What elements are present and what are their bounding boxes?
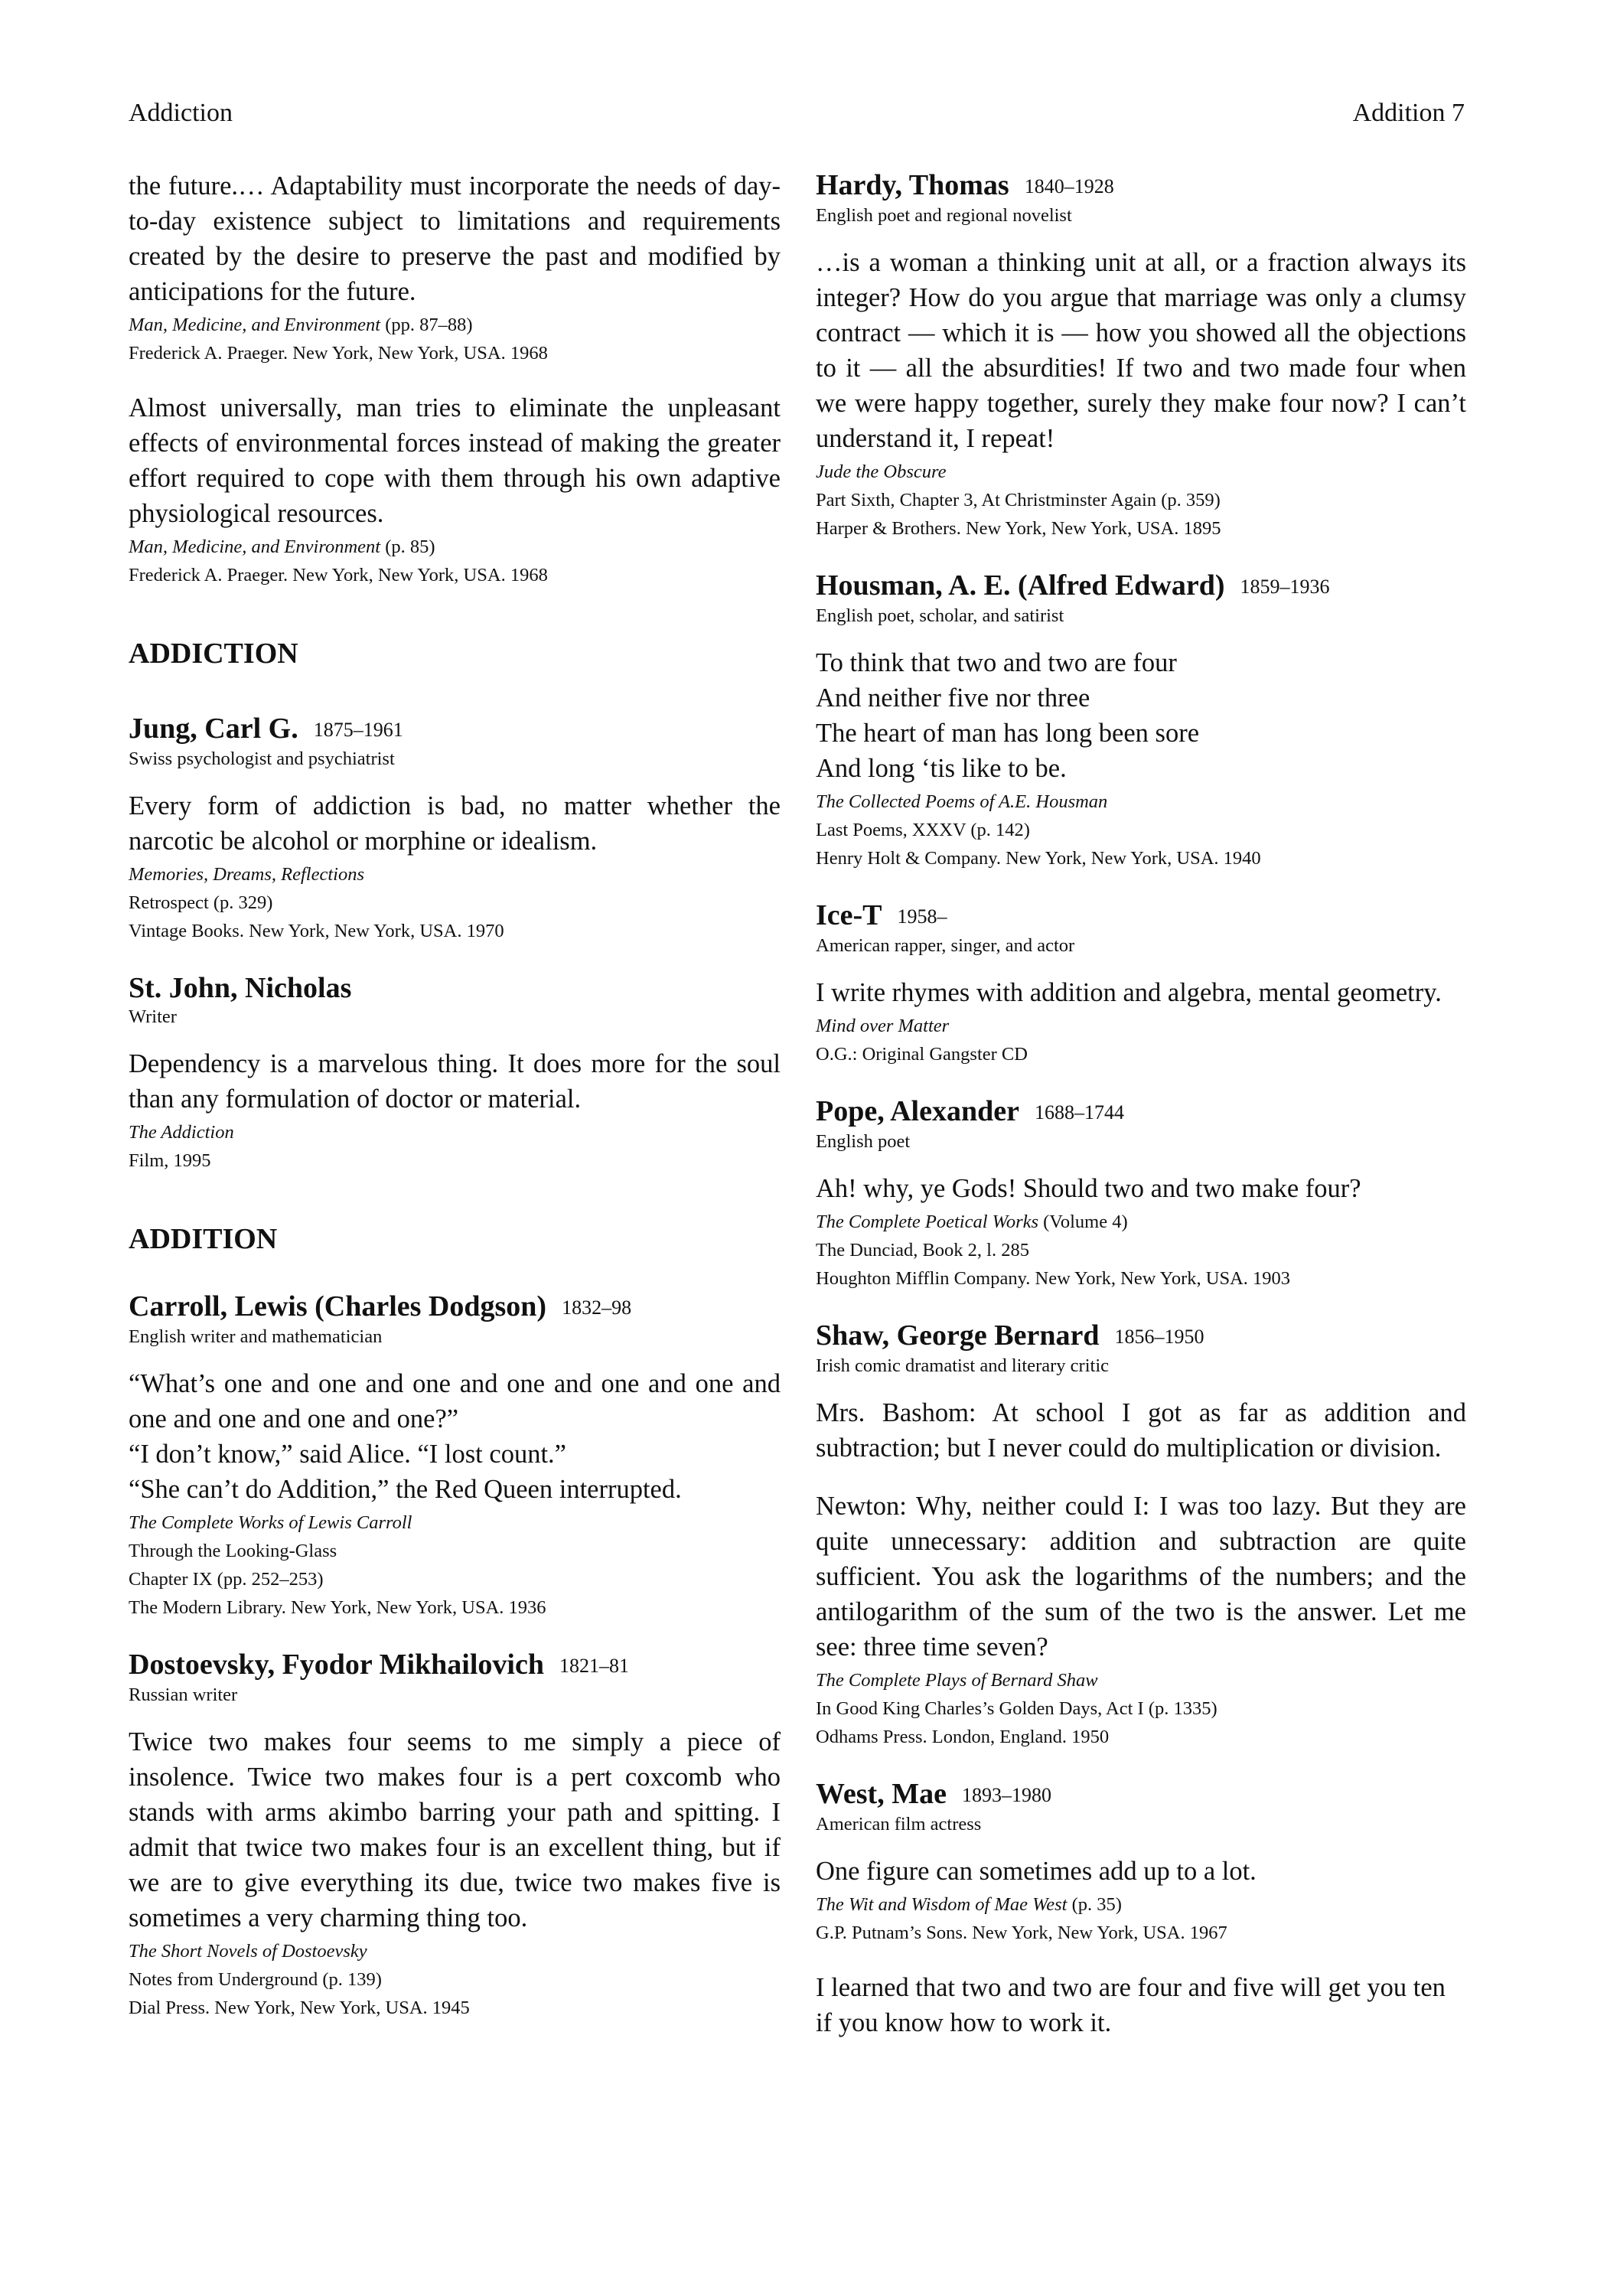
quote-jung-publisher: Vintage Books. New York, New York, USA. 1970 (129, 921, 504, 941)
quote-carroll-work: The Complete Works of Lewis Carroll (129, 1512, 412, 1533)
author-west-dates: 1893–1980 (961, 1784, 1051, 1806)
author-west (816, 1777, 1466, 1812)
intro-quote-2-pages: (p. 85) (380, 536, 435, 557)
quote-icet-detail: O.G.: Original Gangster CD (816, 1044, 1028, 1065)
author-dostoevsky-name: Dostoevsky, Fyodor Mikhailovich (129, 1649, 544, 1681)
poem-housman-line-4: And long ‘tis like to be. (816, 754, 1067, 783)
author-dostoevsky (129, 1648, 781, 1683)
author-icet (816, 899, 1466, 934)
author-jung (129, 712, 781, 747)
author-housman-name: Housman, A. E. (Alfred Edward) (816, 569, 1225, 602)
author-shaw-dates: 1856–1950 (1114, 1326, 1204, 1348)
intro-quote-1-publisher: Frederick A. Praeger. New York, New York, USA. 1968 (129, 343, 548, 364)
quote-west-work: The Wit and Wisdom of Mae West (816, 1894, 1068, 1915)
author-housman (816, 569, 1466, 604)
quote-pope-work: The Complete Poetical Works (816, 1212, 1039, 1232)
quote-shaw-text-1: Mrs. Bashom: At school I got as far as addition and subtraction; but I never could do multiplication or division. (816, 1398, 1466, 1463)
quote-hardy-text: …is a woman a thinking unit at all, or a fraction always its integer? How do you argue that marriage was only a clumsy contract — which it is — how you showed all the objections to it — all the absurdities! If two and two made four when we were happy together, surely they make four now? I can’t understand it, I repeat! (816, 248, 1466, 453)
quote-dostoevsky-publisher: Dial Press. New York, New York, USA. 1945 (129, 1998, 470, 2018)
intro-quote-1-work: Man, Medicine, and Environment (129, 315, 381, 335)
author-jung-desc: Swiss psychologist and psychiatrist (129, 748, 395, 769)
right-column (816, 168, 1466, 2040)
quote-jung-text: Every form of addiction is bad, no matter whether the narcotic be alcohol or morphine or idealism. (129, 791, 781, 856)
author-pope-desc: English poet (816, 1131, 911, 1152)
quote-hardy-work: Jude the Obscure (816, 461, 947, 482)
quote-housman-publisher: Henry Holt & Company. New York, New York, USA. 1940 (816, 848, 1261, 869)
author-stjohn-name: St. John, Nicholas (129, 972, 352, 1004)
intro-quote-2-publisher: Frederick A. Praeger. New York, New York, USA. 1968 (129, 565, 548, 585)
author-icet-name: Ice-T (816, 899, 882, 931)
quote-shaw-publisher: Odhams Press. London, England. 1950 (816, 1727, 1110, 1747)
author-hardy-dates: 1840–1928 (1024, 175, 1114, 197)
author-stjohn (129, 971, 781, 1005)
author-carroll (129, 1290, 781, 1325)
author-hardy (816, 168, 1466, 204)
author-west-name: West, Mae (816, 1778, 947, 1810)
section-heading-addiction: ADDICTION (129, 638, 298, 670)
left-column (129, 168, 781, 2022)
quote-pope-publisher: Houghton Mifflin Company. New York, New York, USA. 1903 (816, 1268, 1291, 1289)
author-housman-desc: English poet, scholar, and satirist (816, 605, 1064, 626)
quote-dostoevsky-text: Twice two makes four seems to me simply a piece of insolence. Twice two makes four is a pert coxcomb who stands with arms akimbo barring your path and spitting. I admit that twice two makes four is an excellent thing, but if we are to give everything its due, twice two makes five is sometimes a very charming thing too. (129, 1727, 781, 1932)
quote-stjohn-work: The Addiction (129, 1122, 234, 1143)
quote-shaw-detail: In Good King Charles’s Golden Days, Act I (p. 1335) (816, 1698, 1217, 1719)
quote-carroll-line-2: “I don’t know,” said Alice. “I lost count.” (129, 1440, 566, 1469)
intro-quote-1-source (129, 311, 781, 339)
author-shaw-name: Shaw, George Bernard (816, 1319, 1100, 1352)
author-carroll-name: Carroll, Lewis (Charles Dodgson) (129, 1290, 547, 1322)
quote-west-text-2: I learned that two and two are four and five will get you ten if you know how to work it. (816, 1973, 1446, 2037)
poem-housman-line-2: And neither five nor three (816, 683, 1090, 713)
intro-quote-2-text: Almost universally, man tries to eliminate the unpleasant effects of environmental forces instead of making the greater effort required to cope with them through his own adaptive physiological resources. (129, 393, 781, 528)
quote-jung-detail: Retrospect (p. 329) (129, 892, 273, 913)
quote-shaw-text-2: Newton: Why, neither could I: I was too lazy. But they are quite unnecessary: addition and subtraction are quite sufficient. You ask the logarithms of the numbers; and the antilogarithm of the sum of the two is the answer. Let me see: three time seven? (816, 1492, 1466, 1662)
running-head-left: Addiction (129, 99, 233, 127)
poem-housman-line-3: The heart of man has long been sore (816, 719, 1200, 748)
author-carroll-dates: 1832–98 (562, 1296, 632, 1319)
author-jung-name: Jung, Carl G. (129, 713, 298, 745)
quote-pope-source (816, 1208, 1466, 1236)
quote-west-publisher: G.P. Putnam’s Sons. New York, New York, USA. 1967 (816, 1923, 1227, 1943)
running-head-right: Addition 7 (1352, 99, 1465, 127)
quote-hardy-detail: Part Sixth, Chapter 3, At Christminster Again (p. 359) (816, 490, 1221, 510)
intro-quote-2-work: Man, Medicine, and Environment (129, 536, 381, 557)
quote-icet-work: Mind over Matter (816, 1016, 950, 1036)
author-pope (816, 1094, 1466, 1130)
quote-west-pages: (p. 35) (1067, 1894, 1122, 1915)
quote-west-text-1: One figure can sometimes add up to a lot. (816, 1857, 1257, 1886)
quote-west-source (816, 1890, 1466, 1919)
quote-carroll-detail-2: Chapter IX (pp. 252–253) (129, 1569, 324, 1590)
author-pope-dates: 1688–1744 (1034, 1101, 1124, 1124)
author-pope-name: Pope, Alexander (816, 1095, 1019, 1127)
quote-housman-detail: Last Poems, XXXV (p. 142) (816, 820, 1030, 840)
quote-pope-text: Ah! why, ye Gods! Should two and two make four? (816, 1174, 1361, 1203)
quote-dostoevsky-work: The Short Novels of Dostoevsky (129, 1941, 367, 1962)
author-hardy-desc: English poet and regional novelist (816, 205, 1072, 226)
section-heading-addition: ADDITION (129, 1223, 278, 1255)
author-icet-dates: 1958– (897, 905, 947, 928)
author-west-desc: American film actress (816, 1814, 982, 1835)
quote-stjohn-detail: Film, 1995 (129, 1150, 211, 1171)
quote-carroll-line-3: “She can’t do Addition,” the Red Queen interrupted. (129, 1475, 682, 1504)
intro-quote-1-pages: (pp. 87–88) (380, 315, 473, 335)
quote-carroll-text: “What’s one and one and one and one and one and one and one and one and one and one?” (129, 1369, 781, 1433)
quote-carroll-detail-1: Through the Looking-Glass (129, 1541, 337, 1561)
quote-pope-volume: (Volume 4) (1038, 1212, 1128, 1232)
quote-hardy-publisher: Harper & Brothers. New York, New York, USA. 1895 (816, 518, 1221, 539)
author-housman-dates: 1859–1936 (1240, 576, 1330, 598)
author-hardy-name: Hardy, Thomas (816, 169, 1009, 201)
author-dostoevsky-dates: 1821–81 (559, 1655, 629, 1677)
author-shaw-desc: Irish comic dramatist and literary critic (816, 1355, 1110, 1376)
author-carroll-desc: English writer and mathematician (129, 1326, 383, 1347)
author-shaw (816, 1319, 1466, 1354)
quote-housman-work: The Collected Poems of A.E. Housman (816, 791, 1108, 812)
intro-quote-2-source (129, 533, 781, 561)
poem-housman-line-1: To think that two and two are four (816, 648, 1177, 677)
quote-icet-text: I write rhymes with addition and algebra, mental geometry. (816, 978, 1442, 1007)
quote-carroll-publisher: The Modern Library. New York, New York, USA. 1936 (129, 1597, 546, 1618)
intro-quote-1-text: the future.… Adaptability must incorporate the needs of day-to-day existence subject to limitations and requirements created by the desire to preserve the past and modified by anticipations for the future. (129, 171, 781, 306)
quote-stjohn-text: Dependency is a marvelous thing. It does more for the soul than any formulation of doctor or material. (129, 1049, 781, 1114)
author-jung-dates: 1875–1961 (313, 719, 403, 741)
quote-pope-detail: The Dunciad, Book 2, l. 285 (816, 1240, 1029, 1261)
quote-shaw-work: The Complete Plays of Bernard Shaw (816, 1670, 1098, 1691)
quote-jung-work: Memories, Dreams, Reflections (129, 864, 364, 885)
quote-dostoevsky-detail: Notes from Underground (p. 139) (129, 1969, 382, 1990)
author-stjohn-desc: Writer (129, 1006, 177, 1027)
author-icet-desc: American rapper, singer, and actor (816, 935, 1075, 956)
author-dostoevsky-desc: Russian writer (129, 1684, 238, 1705)
